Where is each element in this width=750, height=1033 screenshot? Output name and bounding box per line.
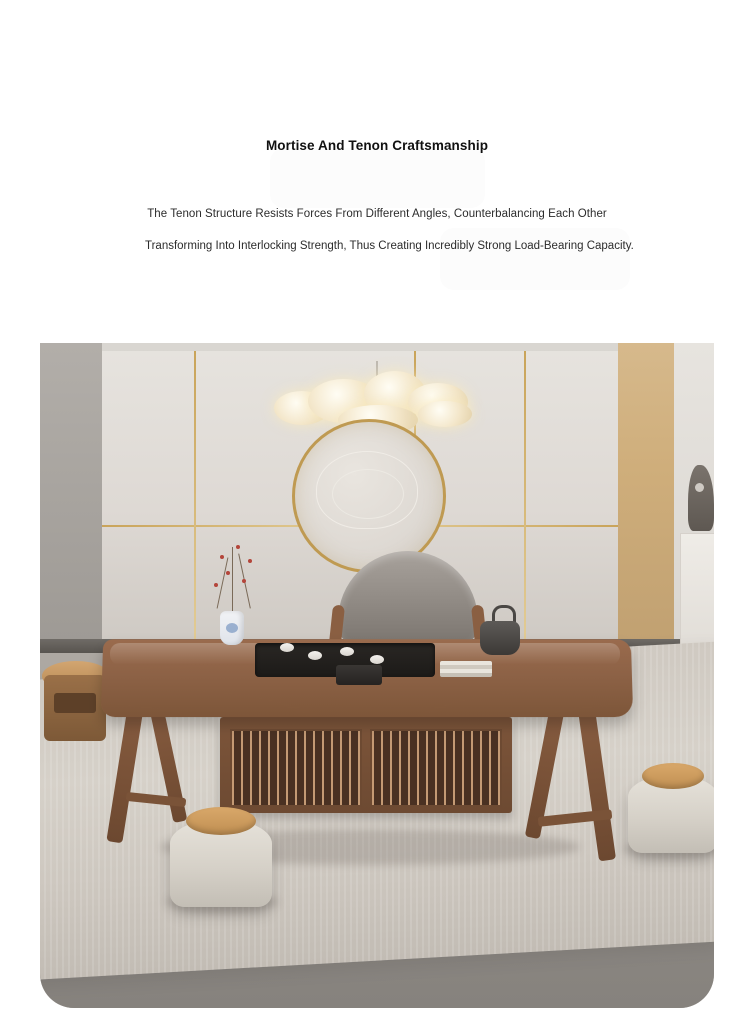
vase-pattern: [226, 623, 238, 633]
wall-left-shadow: [40, 343, 102, 643]
subline-primary: The Tenon Structure Resists Forces From Different Angles, Counterbalancing Each Other: [147, 208, 607, 220]
product-detail-card: [40, 28, 714, 1008]
stool-right-cushion: [642, 763, 704, 789]
tea-cup: [340, 647, 354, 656]
wood-column: [618, 343, 674, 653]
tea-cup: [308, 651, 322, 660]
books-stack: [440, 661, 492, 677]
wall-panel: [102, 351, 195, 639]
headline: Mortise And Tenon Craftsmanship: [265, 138, 489, 153]
tea-cup: [280, 643, 294, 652]
wall-panel: [524, 351, 619, 639]
gold-trim-vertical: [524, 351, 526, 639]
stool-front-cushion: [186, 807, 256, 835]
lattice-panel: [370, 729, 502, 807]
lattice-panel: [230, 729, 362, 807]
ghost-shape-a: [270, 148, 485, 208]
teapot: [480, 621, 520, 655]
subline-secondary: Transforming Into Interlocking Strength, Thus Creating Incredibly Strong Load-Bearing Capacity.: [145, 240, 634, 252]
sculpture-aperture: [695, 483, 704, 492]
mirror-cloud-motif-inner: [332, 469, 404, 519]
tea-tray: [336, 665, 382, 685]
product-photo: [40, 343, 714, 1008]
teapot-handle: [492, 605, 516, 622]
tea-cup: [370, 655, 384, 664]
side-table-slot: [54, 693, 96, 713]
flower-branch: [192, 539, 274, 615]
text-block: [40, 28, 714, 343]
